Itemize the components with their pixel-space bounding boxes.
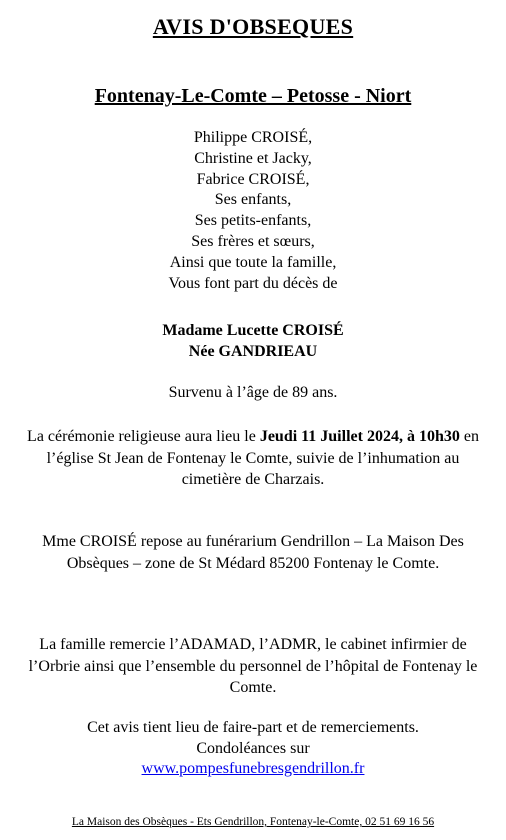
- ceremony-line-1: [0, 426, 506, 448]
- funeral-home-line: Mme CROISÉ repose au funérarium Gendrillon – La Maison Des: [42, 533, 464, 550]
- notice-line: Cet avis tient lieu de faire-part et de remerciements.: [87, 719, 419, 736]
- thanks-line: Comte.: [229, 679, 277, 696]
- notice-line: Condoléances sur: [196, 739, 310, 757]
- family-line: Ses petits-enfants,: [194, 212, 312, 230]
- family-list: [0, 128, 506, 294]
- footer-contact: La Maison des Obsèques - Ets Gendrillon, Fontenay-le-Comte, 02 51 69 16 56: [71, 816, 435, 828]
- ceremony-line-3: cimetière de Charzais.: [181, 471, 325, 488]
- ceremony-prefix: La cérémonie religieuse aura lieu le: [27, 428, 260, 445]
- deceased-maiden-name: Née GANDRIEAU: [188, 342, 318, 360]
- ceremony-suffix: en: [459, 428, 479, 445]
- family-line: Ses enfants,: [214, 191, 292, 209]
- website-line: [0, 759, 506, 780]
- ceremony-paragraph: [0, 426, 506, 491]
- ceremony-date: Jeudi 11 Juillet 2024, à 10h30: [259, 428, 460, 445]
- family-line: Fabrice CROISÉ,: [196, 170, 310, 188]
- family-line: Christine et Jacky,: [194, 149, 312, 167]
- page-title: AVIS D'OBSEQUES: [152, 14, 354, 39]
- family-line: Vous font part du décès de: [168, 274, 338, 292]
- age-text: Survenu à l’âge de 89 ans.: [168, 384, 338, 401]
- thanks-line: l’Orbrie ainsi que l’ensemble du personnel de l’hôpital de Fontenay le: [28, 657, 478, 675]
- deceased-name: Madame Lucette CROISÉ: [162, 322, 344, 339]
- thanks-paragraph: [0, 634, 506, 699]
- condolences-notice: [0, 718, 506, 780]
- family-line: Ses frères et sœurs,: [191, 232, 315, 250]
- locations-subtitle: Fontenay-Le-Comte – Petosse - Niort: [94, 85, 412, 107]
- family-line: Philippe CROISÉ,: [193, 129, 313, 146]
- website-link[interactable]: www.pompesfunebresgendrillon.fr: [141, 760, 365, 777]
- deceased-block: [0, 321, 506, 362]
- thanks-line: La famille remercie l’ADAMAD, l’ADMR, le cabinet infirmier de: [39, 636, 467, 653]
- family-line: Ainsi que toute la famille,: [169, 253, 337, 271]
- funeral-home-paragraph: [0, 531, 506, 574]
- ceremony-line-2: l’église St Jean de Fontenay le Comte, suivie de l’inhumation au: [46, 449, 460, 467]
- funeral-home-line: Obsèques – zone de St Médard 85200 Fontenay le Comte.: [66, 554, 440, 572]
